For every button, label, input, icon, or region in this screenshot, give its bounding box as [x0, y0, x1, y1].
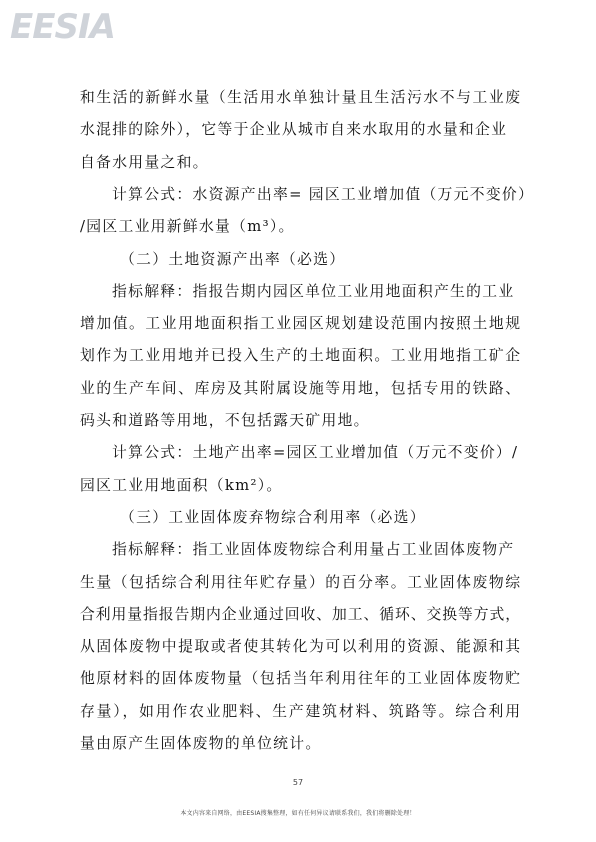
section-heading: （二）土地资源产出率（必选） [120, 250, 346, 268]
text-line: 计算公式：土地产出率=园区工业增加值（万元不变价）/ [112, 444, 519, 462]
text-line: 划作为工业用地并已投入生产的土地面积。工业用地指工矿企 [80, 347, 520, 365]
text-line: 合利用量指报告期内企业通过回收、加工、循环、交换等方式， [80, 605, 520, 623]
text-line: 指标解释：指报告期内园区单位工业用地面积产生的工业 [112, 282, 515, 300]
text-line: 业的生产车间、库房及其附属设施等用地，包括专用的铁路、 [80, 379, 520, 397]
text-line: 生量（包括综合利用往年贮存量）的百分率。工业固体废物综 [80, 573, 520, 591]
text-line: /园区工业用新鲜水量（m³）。 [80, 218, 295, 236]
text-line: 计算公式：水资源产出率= 园区工业增加值（万元不变价） [112, 185, 535, 203]
footer-disclaimer: 本文内容来自网络，由EESIA搜集整理，如有任何异议请联系我们，我们将删除处理！ [180, 810, 416, 817]
text-line: 码头和道路等用地，不包括露天矿用地。 [80, 412, 370, 429]
svg-text:EESIA: EESIA [10, 7, 115, 46]
text-line: 存量），如用作农业肥料、生产建筑材料、筑路等。综合利用 [80, 702, 520, 720]
text-line: 从固体废物中提取或者使其转化为可以利用的资源、能源和其 [80, 638, 520, 656]
text-line: 自备水用量之和。 [80, 153, 209, 171]
eesia-watermark-logo [8, 4, 148, 46]
text-line: 和生活的新鲜水量（生活用水单独计量且生活污水不与工业废 [80, 89, 520, 106]
text-line: 量由原产生固体废物的单位统计。 [80, 735, 322, 752]
text-line: 园区工业用地面积（km²）。 [80, 476, 283, 494]
section-heading: （三）工业固体废弃物综合利用率（必选） [120, 508, 426, 526]
text-line: 指标解释：指工业固体废物综合利用量占工业固体废物产 [112, 541, 515, 559]
text-line: 增加值。工业用地面积指工业园区规划建设范围内按照土地规 [80, 315, 520, 333]
text-line: 水混排的除外），它等于企业从城市自来水取用的水量和企业 [80, 121, 508, 139]
text-line: 他原材料的固体废物量（包括当年利用往年的工业固体废物贮 [80, 670, 520, 688]
page-number: 57 [292, 778, 304, 787]
